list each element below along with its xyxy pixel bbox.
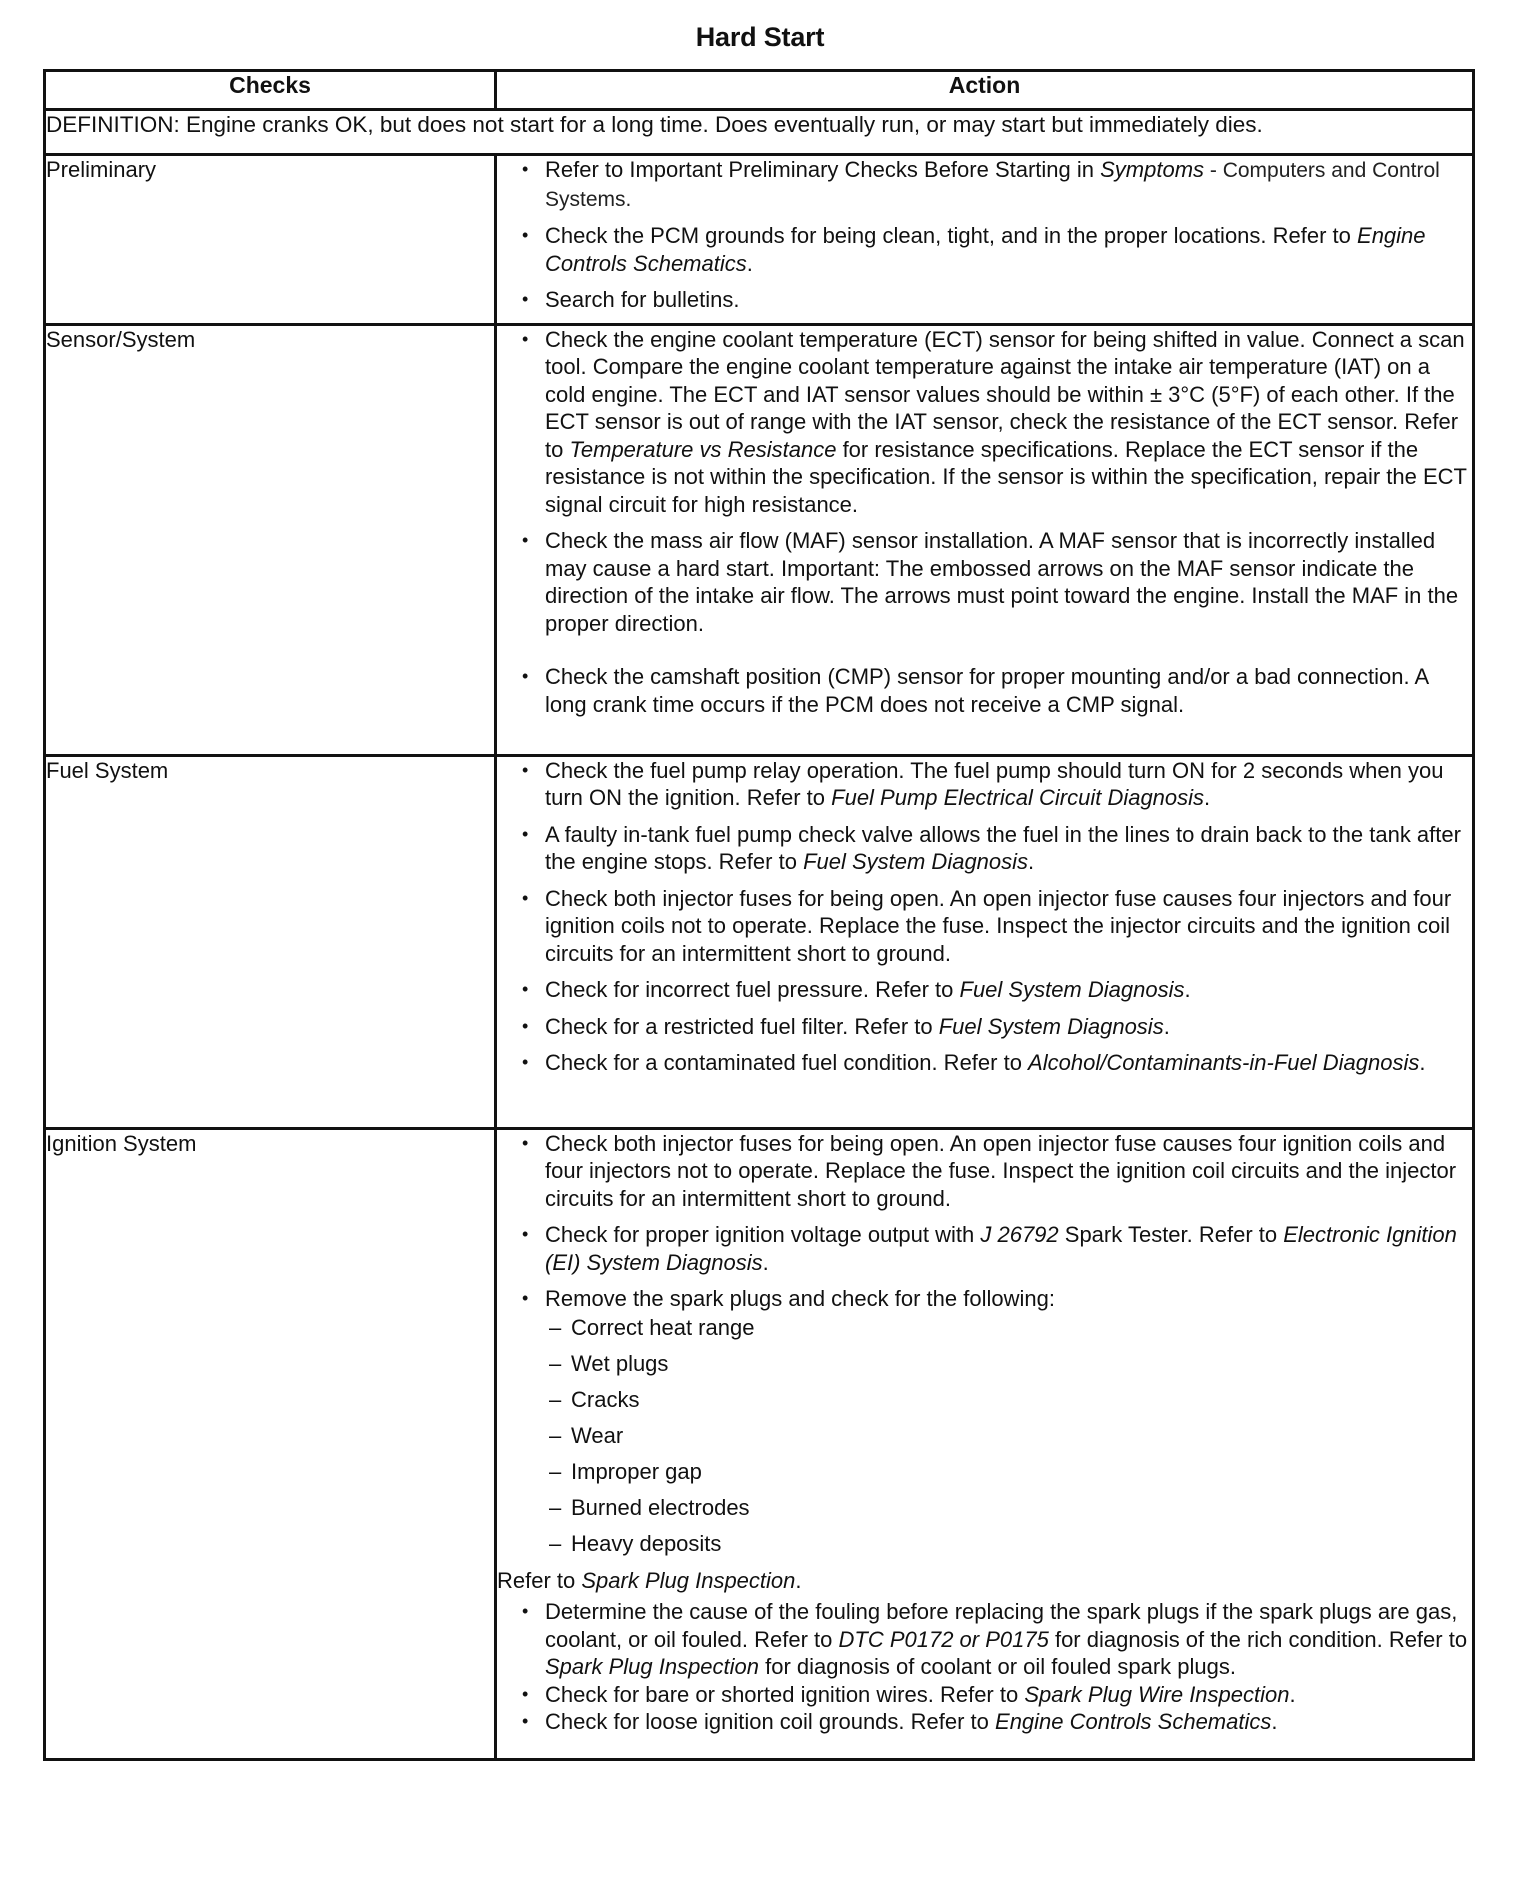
action-text: Check for a restricted fuel filter. Refer to — [545, 1013, 939, 1039]
action-item — [497, 976, 1472, 1004]
action-item — [497, 527, 1472, 637]
action-cell — [496, 324, 1474, 755]
refer-suffix: . — [795, 1567, 802, 1593]
reference-link-text: Fuel System Diagnosis — [803, 849, 1029, 874]
action-text: Check the PCM grounds for being clean, tight, and in the proper locations. Refer to — [545, 223, 1358, 248]
column-header-checks: Checks — [45, 71, 496, 110]
action-text: for diagnosis of coolant or oil fouled spark plugs. — [759, 1654, 1236, 1679]
spark-plug-check-item: – Burned electrodes — [497, 1493, 1472, 1529]
action-text: Remove the spark plugs and check for the following: — [545, 1286, 1055, 1311]
action-item — [497, 757, 1472, 812]
action-list — [497, 326, 1472, 719]
check-label: Fuel System — [45, 755, 496, 1128]
action-item — [497, 663, 1472, 718]
action-text: . — [762, 1249, 769, 1275]
action-text: Check the fuel pump relay operation. The fuel pump should turn ON for 2 seconds when you turn ON the ignition. Refer to — [545, 757, 1444, 810]
action-cell — [496, 1128, 1474, 1759]
action-item — [497, 821, 1472, 876]
action-text: . — [1271, 1709, 1278, 1734]
action-text: Determine the cause of the fouling before replacing the spark plugs if the spark plugs are gas, coolant, or oil fouled. Refer to — [545, 1599, 1458, 1652]
action-text: . — [746, 250, 753, 276]
action-list — [497, 757, 1472, 1077]
check-label: Preliminary — [45, 155, 496, 325]
action-text: . — [1204, 785, 1211, 810]
definition-text: DEFINITION: Engine cranks OK, but does not start for a long time. Does eventually run, or may start but immediately dies. — [45, 110, 1474, 155]
reference-link-text: DTC P0172 or P0175 — [838, 1626, 1049, 1652]
action-text: Check both injector fuses for being open. An open injector fuse causes four injectors and four ignition coils not to operate. Replace the fuse. Inspect the injector circuits and the ignition coil circuits for an intermittent short to ground. — [545, 885, 1452, 966]
reference-link-text: Temperature vs Resistance — [569, 436, 837, 462]
action-list — [497, 1130, 1472, 1313]
action-item — [497, 1598, 1472, 1681]
action-text: . — [1419, 1050, 1426, 1075]
action-item — [497, 1013, 1472, 1041]
action-item — [497, 222, 1472, 277]
action-list — [497, 156, 1472, 314]
refer-link-spark-plug-inspection: Spark Plug Inspection — [581, 1567, 796, 1593]
action-text: Check both injector fuses for being open. An open injector fuse causes four ignition coils and four injectors not to operate. Replace the fuse. Inspect the ignition coil circuits and the injector circuits for an intermittent short to ground. — [545, 1130, 1457, 1211]
action-cell — [496, 155, 1474, 325]
action-text: Refer to Important Preliminary Checks Before Starting in — [545, 157, 1101, 182]
spark-plug-check-item: – Wear — [497, 1421, 1472, 1457]
action-text: Spark Tester. Refer to — [1058, 1222, 1284, 1247]
reference-link-text: Spark Plug Inspection — [545, 1654, 760, 1679]
action-text: for resistance specifications. Replace the ECT sensor if the resistance is not within the specification. If the sensor is within the specification, repair the ECT signal circuit for high resistance. — [545, 436, 1467, 517]
reference-link-text: Symptoms — [1100, 157, 1205, 182]
action-text: A faulty in-tank fuel pump check valve allows the fuel in the lines to drain back to the tank after the engine stops. Refer to — [545, 821, 1461, 874]
action-text: . — [1289, 1681, 1296, 1707]
reference-link-text: Spark Plug Wire Inspection — [1024, 1681, 1290, 1707]
action-item — [497, 1049, 1472, 1077]
hard-start-table — [43, 69, 1475, 1761]
action-text: Check the mass air flow (MAF) sensor installation. A MAF sensor that is incorrectly installed may cause a hard start. Important: The embossed arrows on the MAF sensor indicate the direction of the intake air flow. The arrows must point toward the engine. Install the MAF in the proper direction. — [545, 528, 1459, 636]
reference-link-text: Electronic Ignition (EI) System Diagnosis — [545, 1222, 1457, 1275]
spark-plug-check-list — [497, 1313, 1472, 1565]
action-text: Check for loose ignition coil grounds. Refer to — [545, 1709, 996, 1734]
action-item — [497, 1221, 1472, 1276]
action-text: for diagnosis of the rich condition. Refer to — [1048, 1626, 1468, 1652]
action-text: Check for bare or shorted ignition wires. Refer to — [545, 1681, 1025, 1707]
refer-line — [497, 1567, 1472, 1595]
check-label: Sensor/System — [45, 324, 496, 755]
spark-plug-check-item: – Improper gap — [497, 1457, 1472, 1493]
action-text: Check for a contaminated fuel condition. Refer to — [545, 1050, 1029, 1075]
reference-link-text: Fuel System Diagnosis — [938, 1013, 1164, 1039]
table-row-sensor-system — [45, 324, 1474, 755]
reference-link-text: Engine Controls Schematics — [545, 223, 1426, 276]
action-text: . — [1163, 1013, 1170, 1039]
action-item — [497, 286, 1472, 314]
action-text: Check for proper ignition voltage output with — [545, 1222, 981, 1247]
action-text: Check the engine coolant temperature (ECT) sensor for being shifted in value. Connect a scan tool. Compare the engine coolant temperature against the intake air temperature (IAT) on a cold engine. The ECT and IAT sensor values should be within ± 3°C (5°F) of each other. If the ECT sensor is out of range with the IAT sensor, check the resistance of the ECT sensor. Refer to — [545, 326, 1465, 462]
table-row-fuel-system — [45, 755, 1474, 1128]
action-item — [497, 156, 1472, 213]
spark-plug-check-item: – Cracks — [497, 1385, 1472, 1421]
action-text: Check for incorrect fuel pressure. Refer to — [545, 977, 960, 1002]
table-row-preliminary — [45, 155, 1474, 325]
action-item — [497, 326, 1472, 519]
reference-link-text: Alcohol/Contaminants-in-Fuel Diagnosis — [1028, 1050, 1420, 1075]
action-text: Check the camshaft position (CMP) sensor for proper mounting and/or a bad connection. A long crank time occurs if the PCM does not receive a CMP signal. — [545, 664, 1428, 717]
reference-link-text: J 26792 — [980, 1222, 1059, 1247]
definition-row — [45, 110, 1474, 155]
action-text: Search for bulletins. — [545, 287, 740, 312]
check-label: Ignition System — [45, 1128, 496, 1759]
action-item — [497, 885, 1472, 968]
action-item — [497, 1681, 1472, 1709]
action-item — [497, 1708, 1472, 1736]
action-item — [497, 1130, 1472, 1213]
action-text: - Computers and Control Systems. — [545, 159, 1440, 211]
refer-prefix: Refer to — [497, 1567, 582, 1593]
spark-plug-check-item: – Correct heat range — [497, 1313, 1472, 1349]
reference-link-text: Engine Controls Schematics — [995, 1709, 1272, 1734]
spark-plug-check-item: – Heavy deposits — [497, 1529, 1472, 1565]
action-text: . — [1028, 849, 1035, 874]
followup-action-list — [497, 1598, 1472, 1736]
page-title: Hard Start — [695, 22, 825, 52]
action-item — [497, 1285, 1472, 1313]
action-cell — [496, 755, 1474, 1128]
reference-link-text: Fuel Pump Electrical Circuit Diagnosis — [831, 785, 1205, 810]
reference-link-text: Fuel System Diagnosis — [959, 977, 1185, 1002]
column-header-action: Action — [496, 71, 1474, 110]
table-row-ignition-system — [45, 1128, 1474, 1759]
spark-plug-check-item: – Wet plugs — [497, 1349, 1472, 1385]
action-text: . — [1184, 977, 1191, 1002]
table-header-row — [45, 71, 1474, 110]
